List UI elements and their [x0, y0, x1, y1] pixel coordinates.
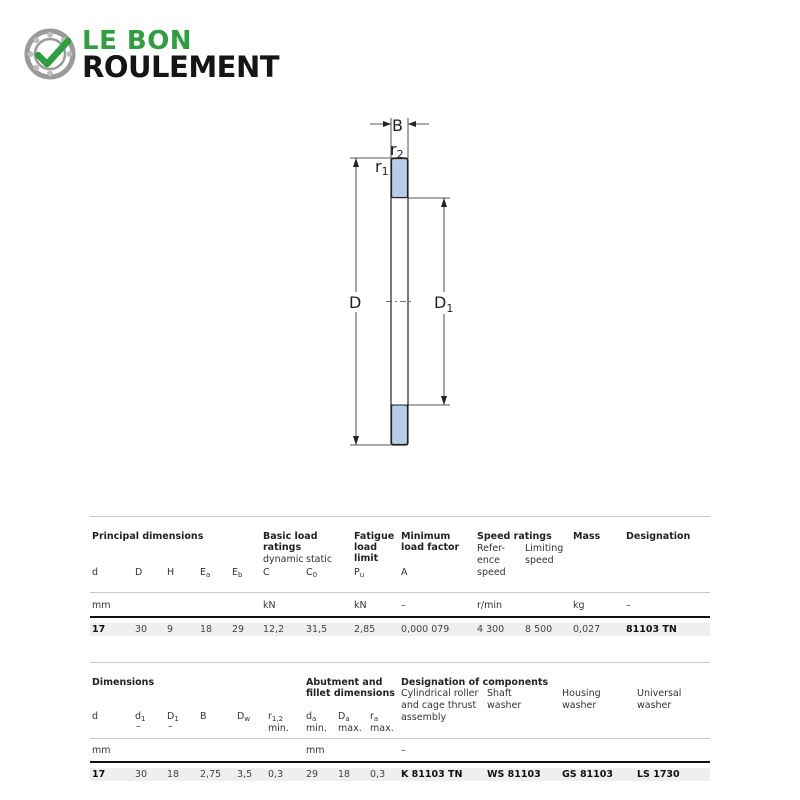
- table-rule-thick: [90, 616, 710, 618]
- symbol-r12-min: min.: [268, 723, 289, 734]
- symbol-ra: $r_a$: [370, 711, 379, 723]
- header-limiting-1: Limiting: [525, 543, 564, 554]
- symbol-A: A: [401, 567, 408, 578]
- header-fatigue-3: limit: [354, 553, 379, 564]
- header-shaft-2: washer: [487, 700, 522, 711]
- symbol-d1-dash: –: [136, 721, 141, 732]
- symbol-D1-dash: –: [168, 721, 173, 732]
- unit-dash-factor: –: [401, 600, 406, 611]
- label-r1: r1: [375, 157, 389, 178]
- table-rule: [90, 738, 710, 739]
- cell-Pu: 2,85: [354, 624, 376, 635]
- header-reference-2: ence: [477, 555, 500, 566]
- table-rule: [90, 516, 710, 517]
- header-shaft-1: Shaft: [487, 688, 512, 699]
- unit-rpm: r/min: [477, 600, 503, 611]
- cell-D: 30: [135, 624, 148, 635]
- label-r2: r2: [390, 140, 404, 161]
- symbol-da: $d_a$: [306, 711, 317, 723]
- cell-d: 17: [92, 769, 106, 780]
- unit-mm-abutment: mm: [306, 745, 325, 756]
- cell-shaft-washer[interactable]: WS 81103: [487, 769, 541, 780]
- bearing-data-table: [90, 516, 710, 641]
- symbol-B: B: [200, 711, 207, 722]
- cell-A: 0,000 079: [401, 624, 450, 635]
- label-D1: $D_1$: [434, 293, 454, 315]
- cell-B: 2,75: [200, 769, 222, 780]
- cell-Ea: 18: [200, 624, 213, 635]
- header-universal-1: Universal: [637, 688, 682, 699]
- header-reference-3: speed: [477, 567, 506, 578]
- header-abutment-1: Abutment and: [306, 677, 383, 688]
- header-universal-2: washer: [637, 700, 672, 711]
- cell-r12: 0,3: [268, 769, 284, 780]
- cell-reference-speed: 4 300: [477, 624, 505, 635]
- header-cylindrical-3: assembly: [401, 712, 447, 723]
- header-dimensions: Dimensions: [92, 677, 155, 688]
- cell-d: 17: [92, 624, 106, 635]
- cell-Dw: 3,5: [237, 769, 253, 780]
- cell-d1: 30: [135, 769, 148, 780]
- unit-dash: –: [401, 745, 406, 756]
- symbol-D1: $D_1$: [167, 711, 179, 723]
- cell-da: 29: [306, 769, 319, 780]
- header-housing-2: washer: [562, 700, 597, 711]
- cell-housing-washer[interactable]: GS 81103: [562, 769, 613, 780]
- header-static: static: [306, 554, 333, 565]
- logo-text-roulement: ROULEMENT: [82, 50, 280, 84]
- header-cylindrical-2: and cage thrust: [401, 700, 477, 711]
- symbol-H: H: [167, 567, 175, 578]
- header-mass: Mass: [573, 531, 601, 542]
- unit-mm: mm: [92, 600, 111, 611]
- cell-Eb: 29: [232, 624, 245, 635]
- cell-C: 12,2: [263, 624, 285, 635]
- header-min-load-2: load factor: [401, 542, 460, 553]
- cell-mass: 0,027: [573, 624, 601, 635]
- unit-kN-load: kN: [263, 600, 276, 611]
- header-reference-1: Refer-: [477, 543, 505, 554]
- components-data-table: [90, 662, 710, 787]
- unit-dash-designation: –: [626, 600, 631, 611]
- symbol-da-min: min.: [306, 723, 327, 734]
- unit-mm: mm: [92, 745, 111, 756]
- symbol-Pu: $P_u$: [354, 567, 365, 579]
- symbol-Eb: $E_b$: [232, 567, 243, 579]
- cell-C0: 31,5: [306, 624, 328, 635]
- label-B: B: [392, 116, 403, 135]
- label-D: D: [349, 293, 362, 312]
- symbol-d: d: [92, 711, 99, 722]
- header-fatigue-1: Fatigue: [354, 531, 395, 542]
- washer-section: [386, 158, 413, 445]
- cell-designation[interactable]: 81103 TN: [626, 624, 677, 635]
- logo-text-le-bon: LE BON: [82, 26, 193, 56]
- unit-kN-fatigue: kN: [354, 600, 367, 611]
- header-basic-load-ratings-2: ratings: [263, 542, 302, 553]
- symbol-C: C: [263, 567, 270, 578]
- cell-cylindrical-assembly[interactable]: K 81103 TN: [401, 769, 463, 780]
- header-designation: Designation: [626, 531, 691, 542]
- table-rule: [90, 592, 710, 593]
- symbol-ra-max: max.: [370, 723, 394, 734]
- header-housing-1: Housing: [562, 688, 601, 699]
- header-designation-components: Designation of components: [401, 677, 549, 688]
- header-limiting-2: speed: [525, 555, 554, 566]
- header-speed-ratings: Speed ratings: [477, 531, 552, 542]
- header-dynamic: dynamic: [263, 554, 304, 565]
- symbol-Da: $D_a$: [338, 711, 350, 723]
- symbol-D: D: [135, 567, 143, 578]
- header-min-load-1: Minimum: [401, 531, 451, 542]
- symbol-r12: $r_{1,2}$: [268, 711, 284, 723]
- header-cylindrical-1: Cylindrical roller: [401, 688, 479, 699]
- symbol-Ea: $E_a$: [200, 567, 211, 579]
- symbol-d: d: [92, 567, 99, 578]
- cell-H: 9: [167, 624, 174, 635]
- cell-Da: 18: [338, 769, 351, 780]
- symbol-Dw: $D_w$: [237, 711, 251, 723]
- table-row-background: [90, 623, 710, 636]
- unit-kg: kg: [573, 600, 585, 611]
- header-fatigue-2: load: [354, 542, 377, 553]
- header-principal-dimensions: Principal dimensions: [92, 531, 204, 542]
- header-basic-load-ratings-1: Basic load: [263, 531, 318, 542]
- cell-universal-washer[interactable]: LS 1730: [637, 769, 680, 780]
- table-rule: [90, 662, 710, 663]
- symbol-C0: $C_0$: [306, 567, 318, 579]
- header-abutment-2: fillet dimensions: [306, 688, 395, 699]
- symbol-Da-max: max.: [338, 723, 362, 734]
- cell-ra: 0,3: [370, 769, 386, 780]
- table-rule-thick: [90, 761, 710, 763]
- cell-limiting-speed: 8 500: [525, 624, 553, 635]
- cell-D1: 18: [167, 769, 180, 780]
- table-row-background: [90, 768, 710, 781]
- symbol-d1: $d_1$: [135, 711, 146, 723]
